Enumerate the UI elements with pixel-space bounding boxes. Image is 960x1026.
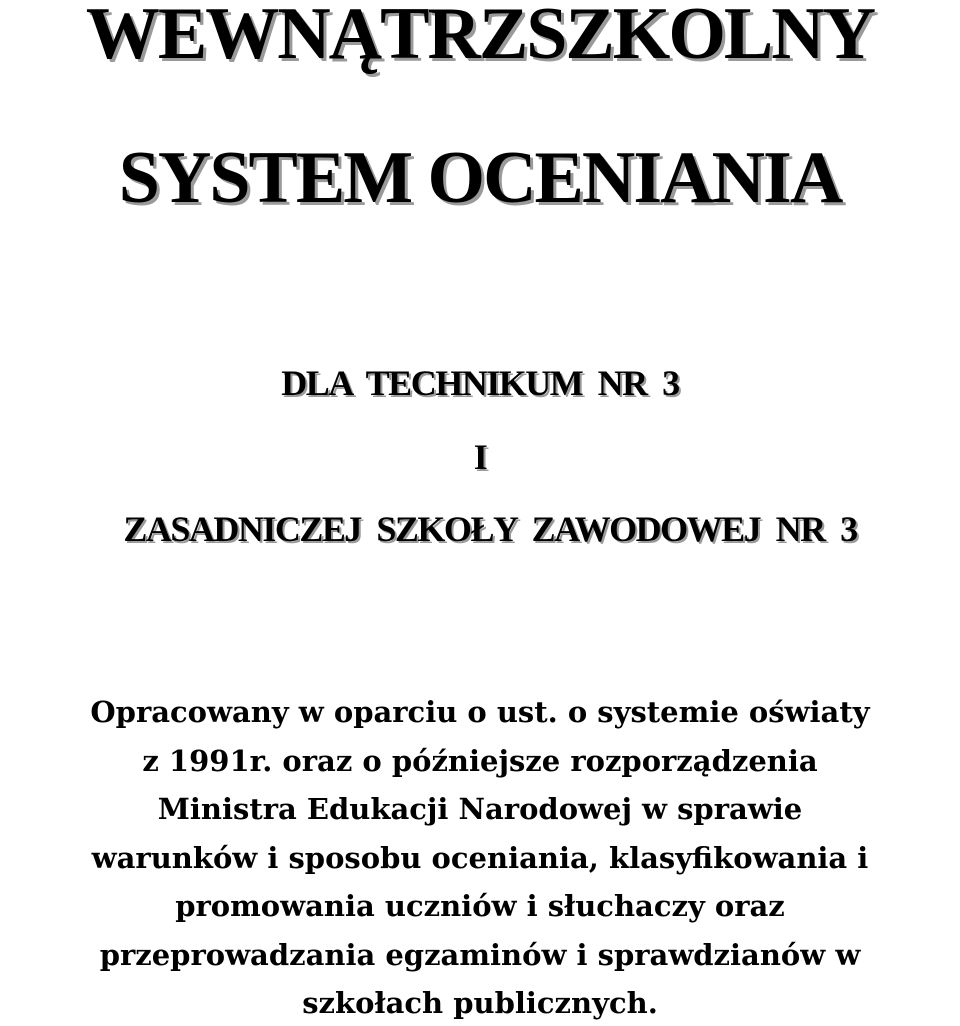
title-line-1: WEWNĄTRZSZKOLNY bbox=[85, 0, 875, 75]
body-line: Opracowany w oparciu o ust. o systemie oświaty bbox=[90, 695, 870, 729]
subtitle-line-2: I bbox=[473, 437, 487, 477]
body-line: warunków i sposobu oceniania, klasyfikowania i bbox=[91, 840, 869, 875]
body-line: szkołach publicznych. bbox=[302, 986, 658, 1020]
body-paragraph bbox=[30, 688, 930, 1026]
body-line: promowania uczniów i słuchaczy oraz bbox=[175, 889, 785, 923]
subtitle-line-1: DLA TECHNIKUM NR 3 bbox=[281, 363, 679, 403]
body-line: Ministra Edukacji Narodowej w sprawie bbox=[157, 792, 803, 826]
subtitle-line-3: ZASADNICZEJ SZKOŁY ZAWODOWEJ NR 3 bbox=[123, 509, 857, 549]
title-line-2: SYSTEM OCENIANIA bbox=[118, 137, 842, 219]
body-line: przeprowadzania egzaminów i sprawdzianów w bbox=[99, 937, 861, 972]
body-line: z 1991r. oraz o późniejsze rozporządzenia bbox=[142, 743, 818, 778]
